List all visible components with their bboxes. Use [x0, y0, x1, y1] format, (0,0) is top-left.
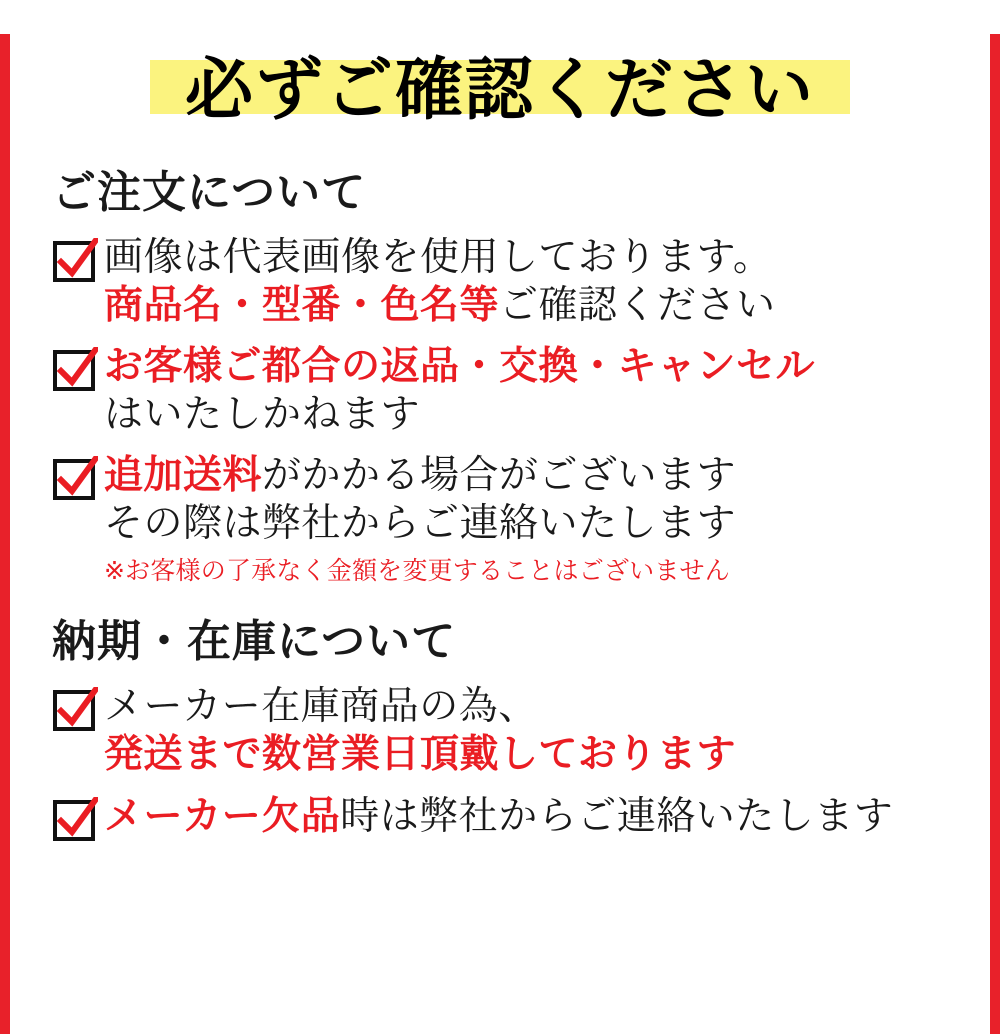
section-stock: [10, 605, 990, 842]
list-item: [52, 343, 948, 438]
checkbox-check-icon: [52, 456, 98, 502]
list-item: [52, 683, 948, 778]
section-heading-order: ご注文について: [52, 167, 367, 218]
text-line: [104, 683, 948, 731]
checkbox-check-icon: [52, 347, 98, 393]
list-item-text: [104, 793, 948, 841]
list-item-text: [104, 683, 948, 778]
text-line: [104, 731, 948, 779]
text-line: [104, 343, 948, 391]
text-segment: メーカー在庫商品の為、: [104, 684, 538, 730]
footnote: ※お客様の了承なく金額を変更することはございません: [104, 556, 730, 586]
section-order: [10, 156, 990, 587]
text-segment: がかかる場合がございます: [262, 453, 737, 499]
list-item: [52, 234, 948, 329]
text-line: [104, 452, 948, 500]
text-line: [104, 282, 948, 330]
text-segment: はいたしかねます: [104, 391, 421, 437]
section-heading-stock: 納期・在庫について: [52, 616, 457, 668]
text-segment-red: 追加送料: [104, 453, 263, 499]
page-title: 必ずご確認ください: [184, 50, 815, 130]
list-item-text: [104, 452, 948, 587]
text-segment-red: 商品名・型番・色名等: [104, 282, 500, 328]
checkbox-check-icon: [52, 238, 98, 284]
text-line: [104, 500, 948, 548]
list-item-text: [104, 234, 948, 329]
text-line: [104, 391, 948, 439]
checkbox-check-icon: [52, 687, 98, 733]
checkbox-check-icon: [52, 797, 98, 843]
notice-page: [0, 34, 1000, 1034]
page-title-banner: [10, 34, 990, 134]
text-line: [104, 793, 948, 841]
list-item: [52, 793, 948, 843]
text-segment: その際は弊社からご連絡いたします: [104, 500, 737, 546]
text-segment-red: メーカー欠品: [104, 793, 341, 839]
text-segment-red: お客様ご都合の返品・交換・キャンセル: [104, 344, 816, 390]
text-segment: ご確認ください: [499, 282, 776, 328]
text-segment: 時は弊社からご連絡いたします: [340, 793, 894, 839]
list-item-text: [104, 343, 948, 438]
list-item: [52, 452, 948, 587]
text-segment-red: 発送まで数営業日頂戴しております: [104, 732, 737, 778]
text-segment: 画像は代表画像を使用しております。: [104, 235, 773, 280]
text-line: [104, 234, 948, 282]
